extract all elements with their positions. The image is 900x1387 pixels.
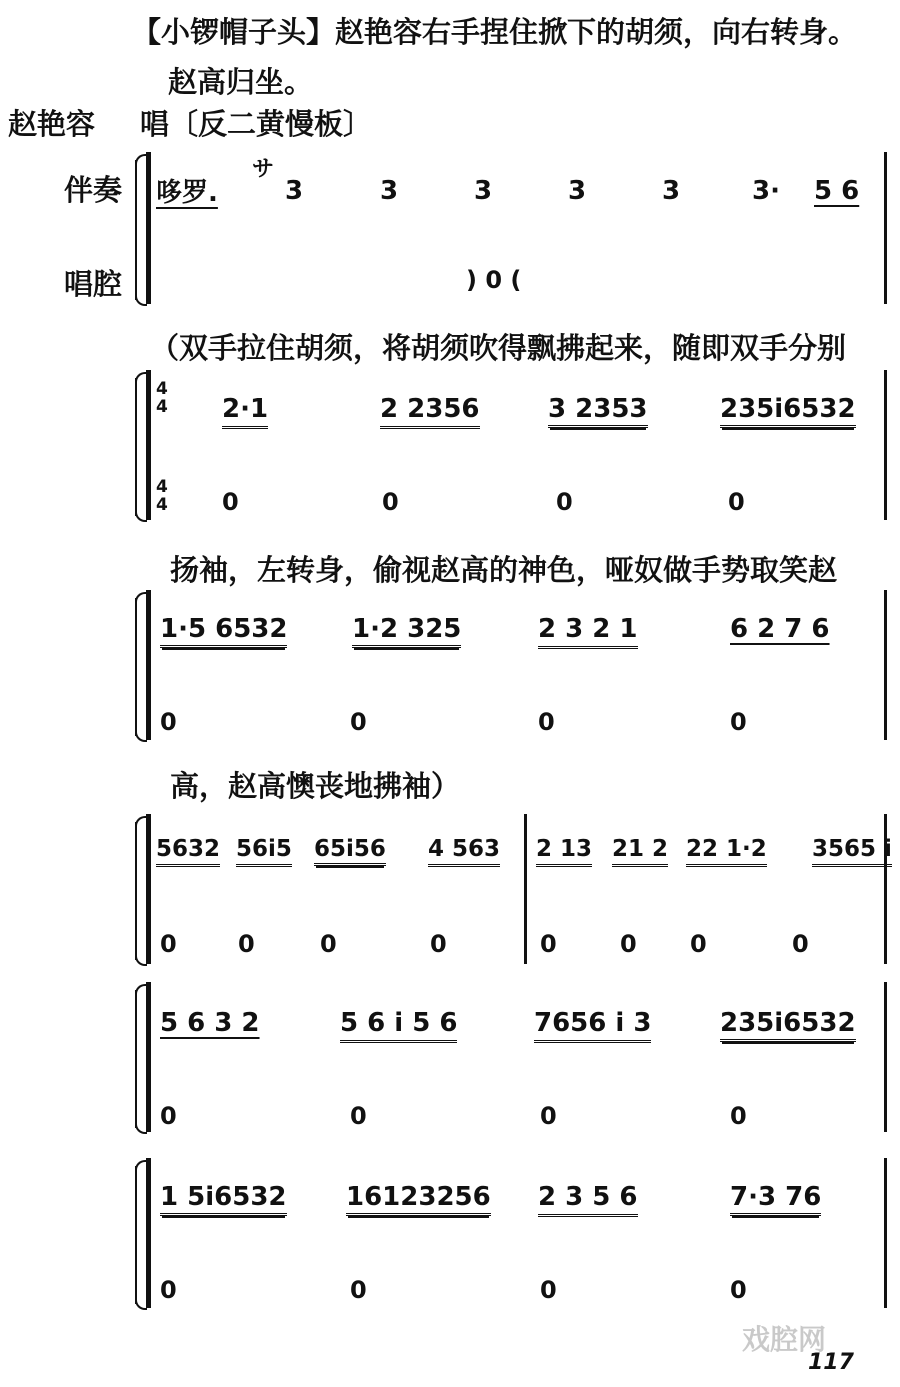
- watermark-logo: 戏腔网: [742, 1323, 827, 1356]
- system-start-bar: [146, 152, 151, 304]
- note-group: 2·1: [222, 394, 268, 429]
- ts-bottom: 4: [156, 397, 168, 417]
- free-meter-mark: サ: [252, 157, 275, 182]
- vocal-rest: 0: [222, 488, 239, 516]
- note-group: 235i6532: [720, 394, 856, 428]
- note-group: 2 2356: [380, 394, 480, 429]
- page-number: 117: [808, 1350, 854, 1375]
- barline: [884, 982, 887, 1132]
- vocal-rest: 0: [430, 930, 447, 958]
- note: 3: [285, 176, 304, 206]
- system-start-bar: [146, 370, 151, 520]
- note-group: 5632: [156, 836, 220, 867]
- note-group: 65i56: [314, 836, 386, 866]
- vocal-rest: 0: [690, 930, 707, 958]
- vocal-rest: 0: [730, 708, 747, 736]
- note-group: 235i6532: [720, 1008, 856, 1042]
- note-group: 6 2 7 6: [730, 614, 830, 644]
- stage-direction: 扬袖，左转身，偷视赵高的神色，哑奴做手势取笑赵: [170, 553, 838, 587]
- note-group: 5 6 i 5 6: [340, 1008, 457, 1043]
- note-group: 2 3 5 6: [538, 1182, 638, 1217]
- note: 3·: [752, 176, 780, 206]
- note: 3: [662, 176, 681, 206]
- vocal-rest: 0: [350, 708, 367, 736]
- note-group: 56i5: [236, 836, 292, 867]
- note-group: 22 1·2: [686, 836, 767, 867]
- stage-direction: （双手拉住胡须，将胡须吹得飘拂起来，随即双手分别: [150, 331, 847, 365]
- time-signature: [156, 478, 168, 514]
- vocal-rest: 0: [556, 488, 573, 516]
- ts-top: 4: [156, 379, 168, 399]
- vocal-rest: 0: [538, 708, 555, 736]
- header-line-1: 【小锣帽子头】赵艳容右手捏住掀下的胡须，向右转身。: [132, 15, 858, 49]
- note-group: 3565 i: [812, 836, 892, 867]
- note-group: 1 5i6532: [160, 1182, 287, 1216]
- stage-direction: 高，赵高懊丧地拂袖）: [170, 769, 461, 803]
- vocal-rest: 0: [540, 1276, 557, 1304]
- note-group: 2 13: [536, 836, 592, 867]
- percussion-lead: 哆罗.: [156, 178, 218, 208]
- vocal-rest: 0: [540, 1102, 557, 1130]
- barline: [884, 370, 887, 520]
- vocal-rest: 0: [540, 930, 557, 958]
- vocal-rest: 0: [238, 930, 255, 958]
- note: 3: [380, 176, 399, 206]
- system-start-bar: [146, 982, 151, 1132]
- system-start-bar: [146, 1158, 151, 1308]
- system-start-bar: [146, 814, 151, 964]
- note-group: 2 3 2 1: [538, 614, 638, 649]
- vocal-rest: 0: [160, 1276, 177, 1304]
- barline: [884, 152, 887, 304]
- note: 3: [474, 176, 493, 206]
- note-group: 1·2 325: [352, 614, 461, 648]
- vocal-rest: ) 0 (: [466, 266, 522, 294]
- note-group: 1·5 6532: [160, 614, 287, 648]
- label-accompaniment: 伴奏: [64, 173, 123, 207]
- vocal-rest: 0: [350, 1276, 367, 1304]
- barline: [884, 1158, 887, 1308]
- note-group: 5 6 3 2: [160, 1008, 260, 1038]
- ts-top: 4: [156, 477, 168, 497]
- barline: [884, 590, 887, 740]
- note: 3: [568, 176, 587, 206]
- note-group: 3 2353: [548, 394, 648, 428]
- system-start-bar: [146, 590, 151, 740]
- vocal-rest: 0: [160, 708, 177, 736]
- note-group: 16123256: [346, 1182, 491, 1216]
- barline: [524, 814, 527, 964]
- vocal-rest: 0: [160, 930, 177, 958]
- header-line-2: 赵高归坐。: [168, 65, 314, 99]
- note-group: 7656 i 3: [534, 1008, 651, 1043]
- label-vocal: 唱腔: [64, 267, 123, 301]
- vocal-rest: 0: [160, 1102, 177, 1130]
- aria-type: 唱〔反二黄慢板〕: [140, 107, 373, 141]
- vocal-rest: 0: [620, 930, 637, 958]
- role-name: 赵艳容: [8, 107, 96, 141]
- note-group: 7·3 76: [730, 1182, 821, 1216]
- vocal-rest: 0: [730, 1102, 747, 1130]
- note-group: 21 2: [612, 836, 668, 867]
- vocal-rest: 0: [320, 930, 337, 958]
- vocal-rest: 0: [728, 488, 745, 516]
- vocal-rest: 0: [792, 930, 809, 958]
- note-group: 4 563: [428, 836, 500, 867]
- ts-bottom: 4: [156, 495, 168, 515]
- vocal-rest: 0: [730, 1276, 747, 1304]
- time-signature: [156, 380, 168, 416]
- vocal-rest: 0: [350, 1102, 367, 1130]
- note: 5 6: [814, 176, 860, 206]
- vocal-rest: 0: [382, 488, 399, 516]
